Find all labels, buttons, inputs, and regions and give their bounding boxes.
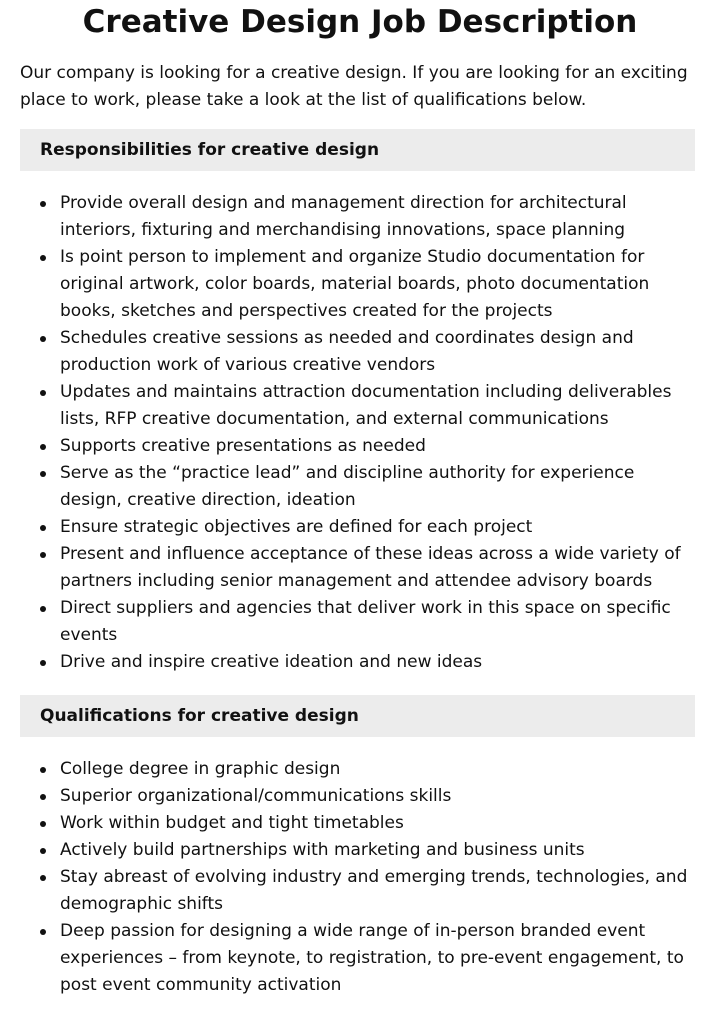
qualification-item: [20, 756, 700, 783]
responsibility-text: Supports creative presentations as needed: [60, 436, 426, 456]
qualifications-heading: Qualifications for creative design: [20, 695, 695, 737]
responsibility-text: Schedules creative sessions as needed and coordinates design and production work of various creative vendors: [60, 328, 634, 375]
qualification-text: Deep passion for designing a wide range of in-person branded event experiences – from keynote, to registration, to pre-event engagement, to post event community activation: [60, 921, 684, 995]
bullet-icon: [40, 606, 46, 612]
responsibility-text: Serve as the “practice lead” and discipline authority for experience design, creative direction, ideation: [60, 463, 635, 510]
bullet-icon: [40, 525, 46, 531]
qualification-text: Stay abreast of evolving industry and emerging trends, technologies, and demographic shifts: [60, 867, 688, 914]
qualification-text: Actively build partnerships with marketing and business units: [60, 840, 585, 860]
responsibility-text: Direct suppliers and agencies that deliver work in this space on specific events: [60, 598, 671, 645]
page-title: Creative Design Job Description: [82, 4, 638, 40]
responsibility-text: Ensure strategic objectives are defined for each project: [60, 517, 533, 537]
qualification-item: [20, 837, 700, 864]
responsibility-item: [20, 190, 700, 244]
qualification-text: College degree in graphic design: [60, 759, 341, 779]
bullet-icon: [40, 660, 46, 666]
responsibilities-heading: Responsibilities for creative design: [20, 129, 695, 171]
intro-paragraph: Our company is looking for a creative design. If you are looking for an exciting place to work, please take a look at the list of qualifications below.: [20, 63, 688, 110]
responsibility-item: [20, 460, 700, 514]
bullet-icon: [40, 875, 46, 881]
qualification-item: [20, 918, 700, 999]
bullet-icon: [40, 201, 46, 207]
responsibility-item: [20, 325, 700, 379]
qualifications-list: [20, 756, 700, 999]
responsibility-text: Present and influence acceptance of these ideas across a wide variety of partners including senior management and attendee advisory boards: [60, 544, 681, 591]
responsibility-item: [20, 649, 700, 676]
qualification-item: [20, 810, 700, 837]
responsibility-text: Is point person to implement and organize Studio documentation for original artwork, color boards, material boards, photo documentation books, sketches and perspectives created for the projects: [60, 247, 650, 321]
responsibility-item: [20, 541, 700, 595]
responsibility-item: [20, 379, 700, 433]
bullet-icon: [40, 552, 46, 558]
bullet-icon: [40, 336, 46, 342]
bullet-icon: [40, 821, 46, 827]
qualification-item: [20, 783, 700, 810]
qualification-item: [20, 864, 700, 918]
responsibility-text: Updates and maintains attraction documentation including deliverables lists, RFP creative documentation, and external communications: [60, 382, 672, 429]
bullet-icon: [40, 767, 46, 773]
bullet-icon: [40, 444, 46, 450]
bullet-icon: [40, 794, 46, 800]
qualification-text: Superior organizational/communications skills: [60, 786, 452, 806]
bullet-icon: [40, 848, 46, 854]
responsibility-item: [20, 595, 700, 649]
bullet-icon: [40, 390, 46, 396]
bullet-icon: [40, 471, 46, 477]
responsibilities-list: [20, 190, 700, 676]
responsibility-item: [20, 244, 700, 325]
qualification-text: Work within budget and tight timetables: [60, 813, 404, 833]
responsibility-text: Drive and inspire creative ideation and new ideas: [60, 652, 483, 672]
responsibility-text: Provide overall design and management direction for architectural interiors, fixturing and merchandising innovations, space planning: [60, 193, 627, 240]
responsibility-item: [20, 514, 700, 541]
responsibility-item: [20, 433, 700, 460]
bullet-icon: [40, 255, 46, 261]
bullet-icon: [40, 929, 46, 935]
